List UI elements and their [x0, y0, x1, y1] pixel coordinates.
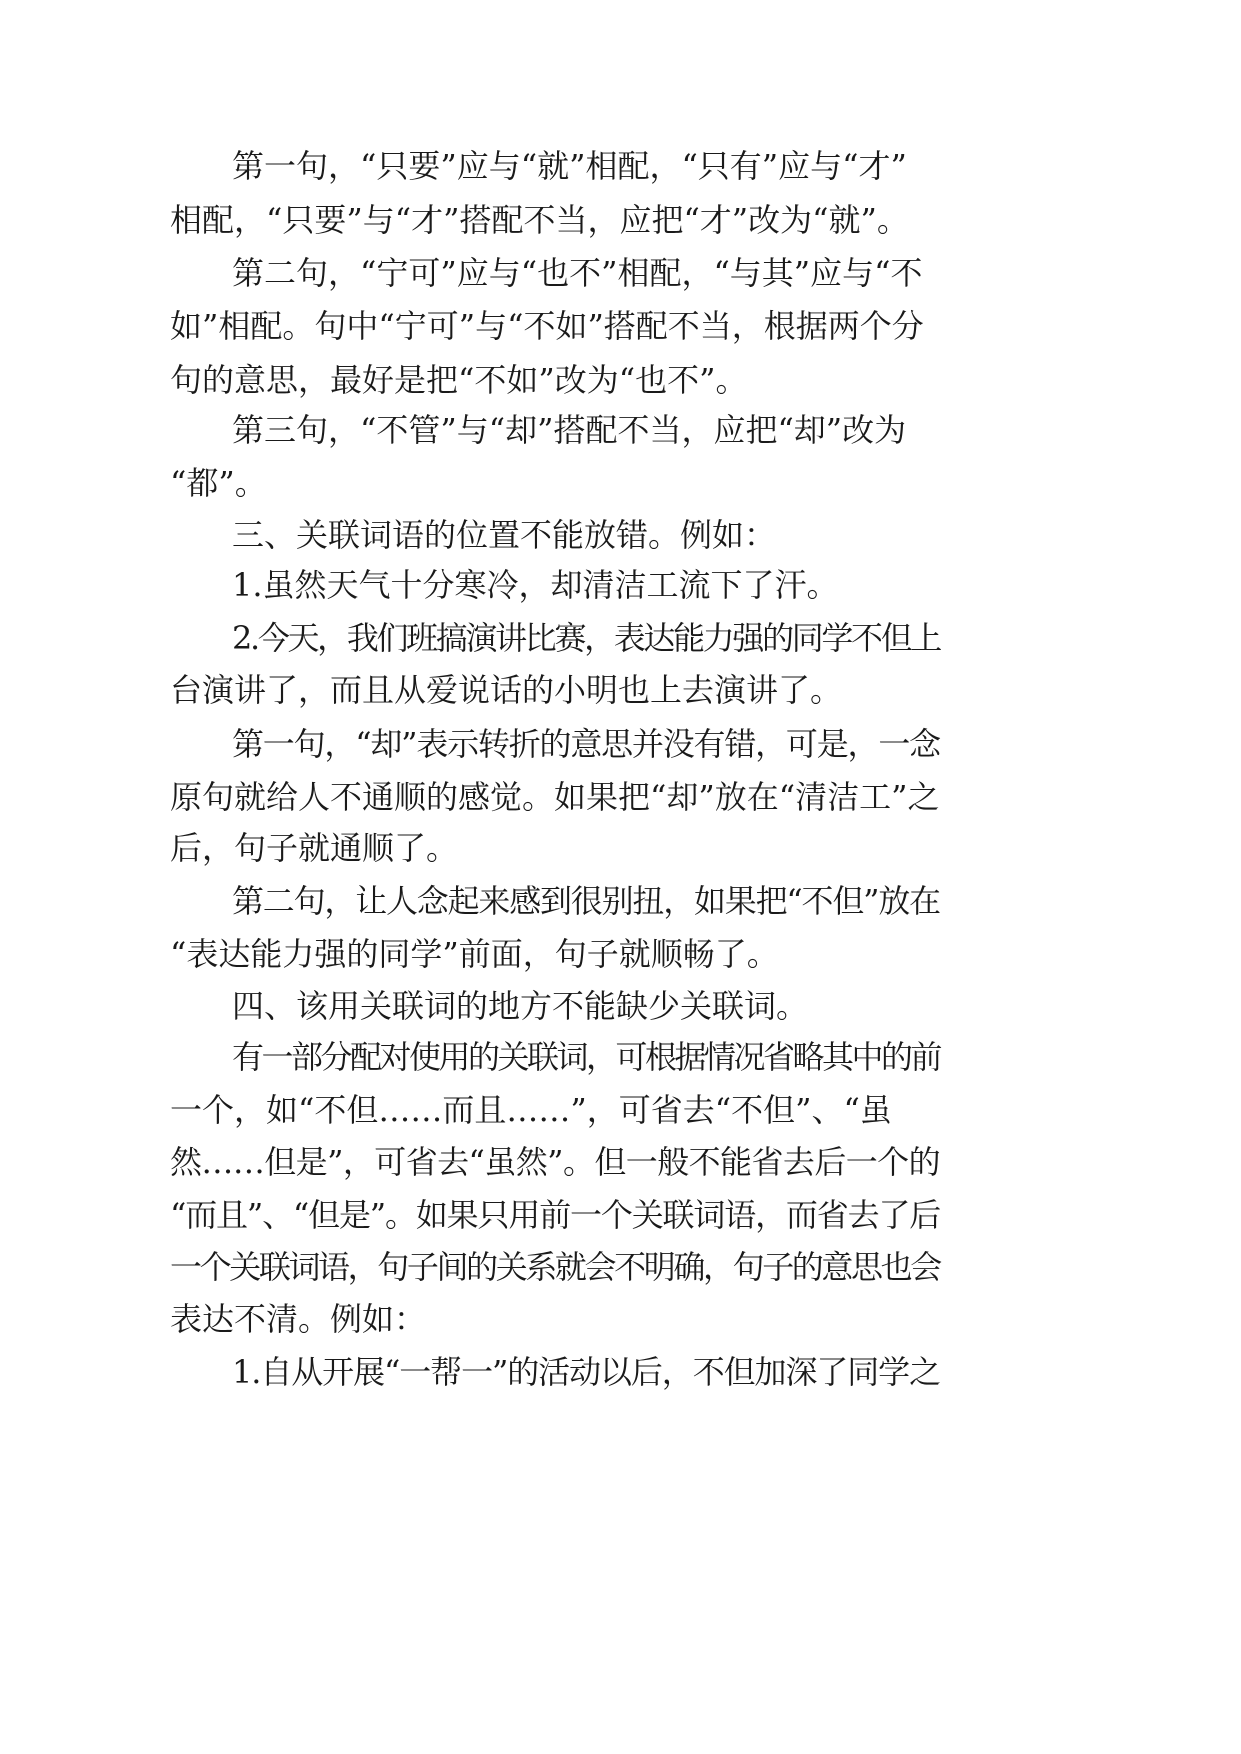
line-text: 2.今天，我们班搞演讲比赛，表达能力强的同学不但上	[232, 619, 941, 657]
line-text: 然……但是”，可省去“虽然”。但一般不能省去后一个的	[170, 1143, 940, 1181]
line-text: 如”相配。句中“宁可”与“不如”搭配不当，根据两个分	[170, 307, 924, 345]
line-text: 三、关联词语的位置不能放错。例如：	[232, 516, 777, 554]
line-text: “而且”、“但是”。如果只用前一个关联词语，而省去了后	[170, 1196, 941, 1234]
line-text: 第一句，“只要”应与“就”相配，“只有”应与“才”	[232, 147, 907, 185]
text-line	[0, 924, 1241, 984]
line-text: 句的意思，最好是把“不如”改为“也不”。	[170, 361, 748, 399]
text-line	[0, 453, 1241, 513]
text-line	[0, 1289, 1241, 1349]
text-line	[0, 1132, 1241, 1192]
line-text: 后，句子就通顺了。	[170, 829, 459, 867]
line-text: 原句就给人不通顺的感觉。如果把“却”放在“清洁工”之	[170, 778, 940, 816]
line-text: 一个关联词语，句子间的关系就会不明确，句子的意思也会	[170, 1248, 940, 1286]
text-line	[0, 243, 1241, 303]
line-text: 1.虽然天气十分寒冷，却清洁工流下了汗。	[232, 566, 839, 604]
text-line	[0, 296, 1241, 356]
line-text: 第三句，“不管”与“却”搭配不当，应把“却”改为	[232, 411, 907, 449]
text-line	[0, 1237, 1241, 1297]
text-line	[0, 190, 1241, 250]
line-text: 一个，如“不但……而且……”，可省去“不但”、“虽	[170, 1091, 892, 1129]
text-line	[0, 136, 1241, 196]
line-text: “表达能力强的同学”前面，句子就顺畅了。	[170, 935, 779, 973]
text-line	[0, 608, 1241, 668]
text-line	[0, 555, 1241, 615]
line-text: 有一部分配对使用的关联词，可根据情况省略其中的前	[232, 1038, 941, 1076]
line-text: 第二句，让人念起来感到很别扭，如果把“不但”放在	[232, 882, 940, 920]
text-line	[0, 1080, 1241, 1140]
line-text: 第二句，“宁可”应与“也不”相配，“与其”应与“不	[232, 254, 923, 292]
line-text: 相配，“只要”与“才”搭配不当，应把“才”改为“就”。	[170, 201, 909, 239]
line-text: 1.自从开展“一帮一”的活动以后，不但加深了同学之	[232, 1353, 941, 1391]
line-text: 台演讲了，而且从爱说话的小明也上去演讲了。	[170, 671, 843, 709]
text-line	[0, 714, 1241, 774]
text-line	[0, 1185, 1241, 1245]
line-text: 表达不清。例如：	[170, 1300, 427, 1338]
text-line	[0, 660, 1241, 720]
line-text: 四、该用关联词的地方不能缺少关联词。	[232, 987, 809, 1025]
text-line	[0, 871, 1241, 931]
text-line	[0, 1342, 1241, 1402]
line-text: “都”。	[170, 464, 267, 502]
line-text: 第一句，“却”表示转折的意思并没有错，可是，一念	[232, 725, 940, 763]
text-line	[0, 818, 1241, 878]
text-line	[0, 400, 1241, 460]
text-line	[0, 1027, 1241, 1087]
